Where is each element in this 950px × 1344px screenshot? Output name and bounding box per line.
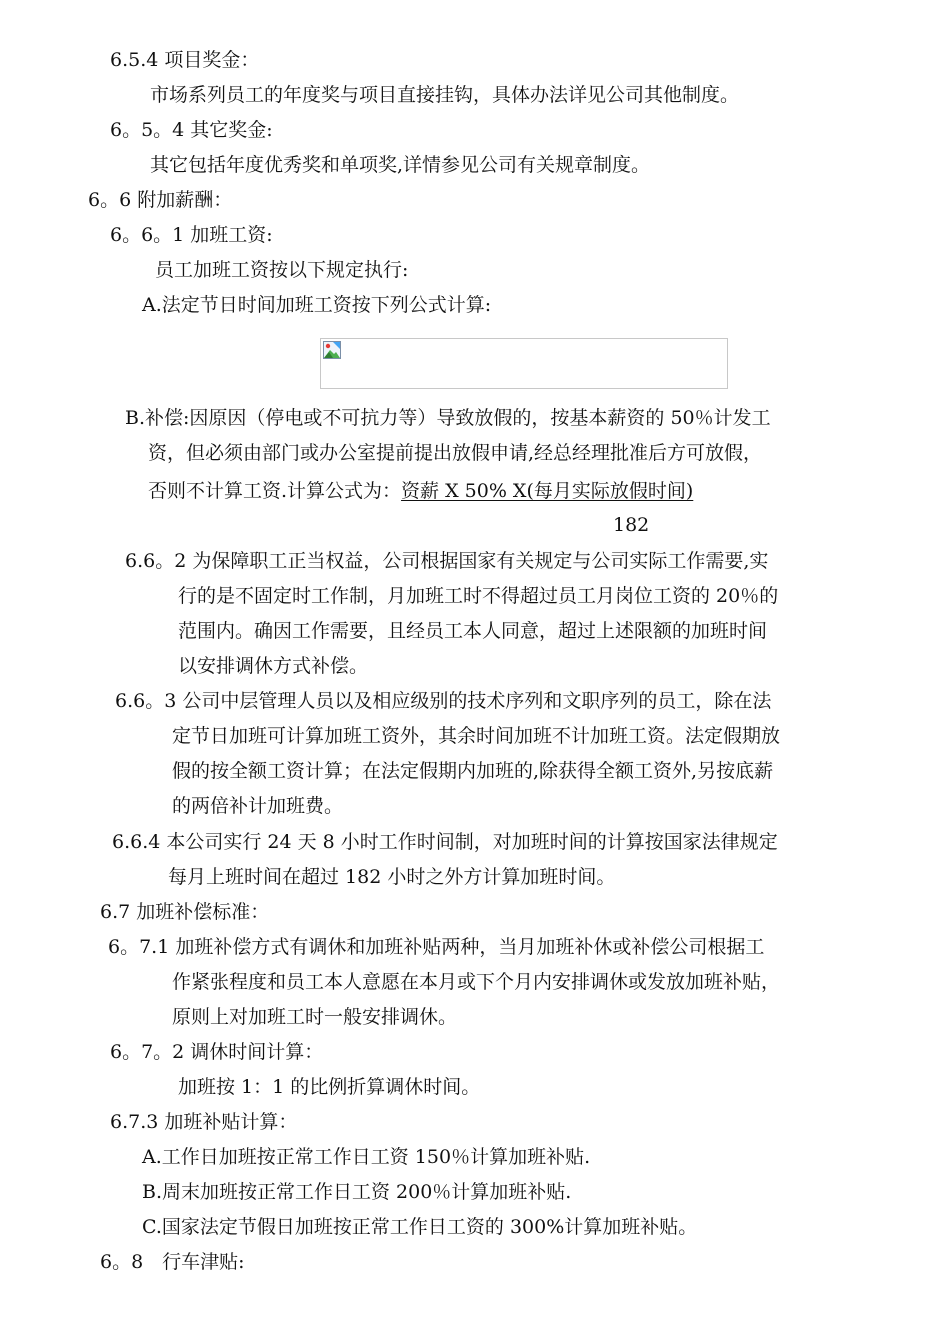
clause-6-6-3-line1: 6.6。3 公司中层管理人员以及相应级别的技术序列和文职序列的员工，除在法 [115, 690, 772, 712]
clause-6-6-3-line3: 假的按全额工资计算；在法定假期内加班的,除获得全额工资外,另按底薪 [172, 760, 774, 782]
clause-6-7-1-line1: 6。7.1 加班补偿方式有调休和加班补贴两种，当月加班补休或补偿公司根据工 [108, 936, 765, 958]
clause-6-6-2-line1: 6.6。2 为保障职工正当权益，公司根据国家有关规定与公司实际工作需要,实 [125, 550, 769, 572]
clause-6-6-4-line2: 每月上班时间在超过 182 小时之外方计算加班时间。 [168, 866, 616, 888]
clause-6-6-2-line2: 行的是不固定时工作制，月加班工时不得超过员工月岗位工资的 20％的 [178, 585, 779, 607]
paragraph-project-bonus: 市场系列员工的年度奖与项目直接挂钩，具体办法详见公司其他制度。 [150, 84, 740, 106]
clause-6-6-2-line3: 范围内。确因工作需要，且经员工本人同意，超过上述限额的加班时间 [178, 620, 768, 642]
clause-6-6-2-line4: 以安排调休方式补偿。 [178, 655, 369, 677]
clause-6-6-3-line4: 的两倍补计加班费。 [172, 795, 344, 817]
item-a-workday: A.工作日加班按正常工作日工资 150％计算加班补贴. [142, 1146, 591, 1168]
heading-6-7-overtime-compensation: 6.7 加班补偿标准： [100, 901, 270, 923]
formula-denominator: 182 [613, 514, 650, 536]
clause-6-7-1-line2: 作紧张程度和员工本人意愿在本月或下个月内安排调休或发放加班补贴， [172, 971, 781, 993]
clause-6-7-1-line3: 原则上对加班工时一般安排调休。 [172, 1006, 458, 1028]
paragraph-overtime-rules: 员工加班工资按以下规定执行: [155, 259, 409, 281]
heading-6-6-additional-pay: 6。6 附加薪酬： [88, 189, 233, 211]
item-a-holiday-formula: A.法定节日时间加班工资按下列公式计算: [142, 294, 492, 316]
item-c-holiday: C.国家法定节假日加班按正常工作日工资的 300%计算加班补贴。 [142, 1216, 698, 1238]
heading-6-8-travel-allowance: 6。8 行车津贴: [100, 1251, 245, 1273]
formula-numerator: 资薪 X 50% X(每月实际放假时间) [401, 480, 694, 502]
heading-6-7-3-overtime-allowance: 6.7.3 加班补贴计算： [110, 1111, 298, 1133]
clause-6-6-3-line2: 定节日加班可计算加班工资外，其余时间加班不计加班工资。法定假期放 [172, 725, 781, 747]
formula-image-placeholder [320, 338, 728, 389]
clause-6-6-4-line1: 6.6.4 本公司实行 24 天 8 小时工作时间制，对加班时间的计算按国家法律规定 [112, 831, 778, 853]
item-b-compensation-line3 [148, 478, 693, 504]
paragraph-time-off-ratio: 加班按 1：1 的比例折算调休时间。 [178, 1076, 481, 1098]
formula-label: 否则不计算工资.计算公式为： [148, 480, 402, 502]
heading-6-5-4-project-bonus: 6.5.4 项目奖金： [110, 49, 260, 71]
item-b-compensation-line1: B.补偿:因原因（停电或不可抗力等）导致放假的，按基本薪资的 50％计发工 [125, 407, 771, 429]
paragraph-other-bonus: 其它包括年度优秀奖和单项奖,详情参见公司有关规章制度。 [150, 154, 651, 176]
heading-other-bonus: 6。5。4 其它奖金: [110, 119, 273, 141]
heading-6-6-1-overtime-pay: 6。6。1 加班工资: [110, 224, 273, 246]
broken-image-icon [323, 341, 341, 359]
item-b-compensation-line2: 资，但必须由部门或办公室提前提出放假申请,经总经理批准后方可放假， [148, 442, 763, 464]
heading-6-7-2-time-off: 6。7。2 调休时间计算： [110, 1041, 324, 1063]
item-b-weekend: B.周末加班按正常工作日工资 200％计算加班补贴. [142, 1181, 572, 1203]
